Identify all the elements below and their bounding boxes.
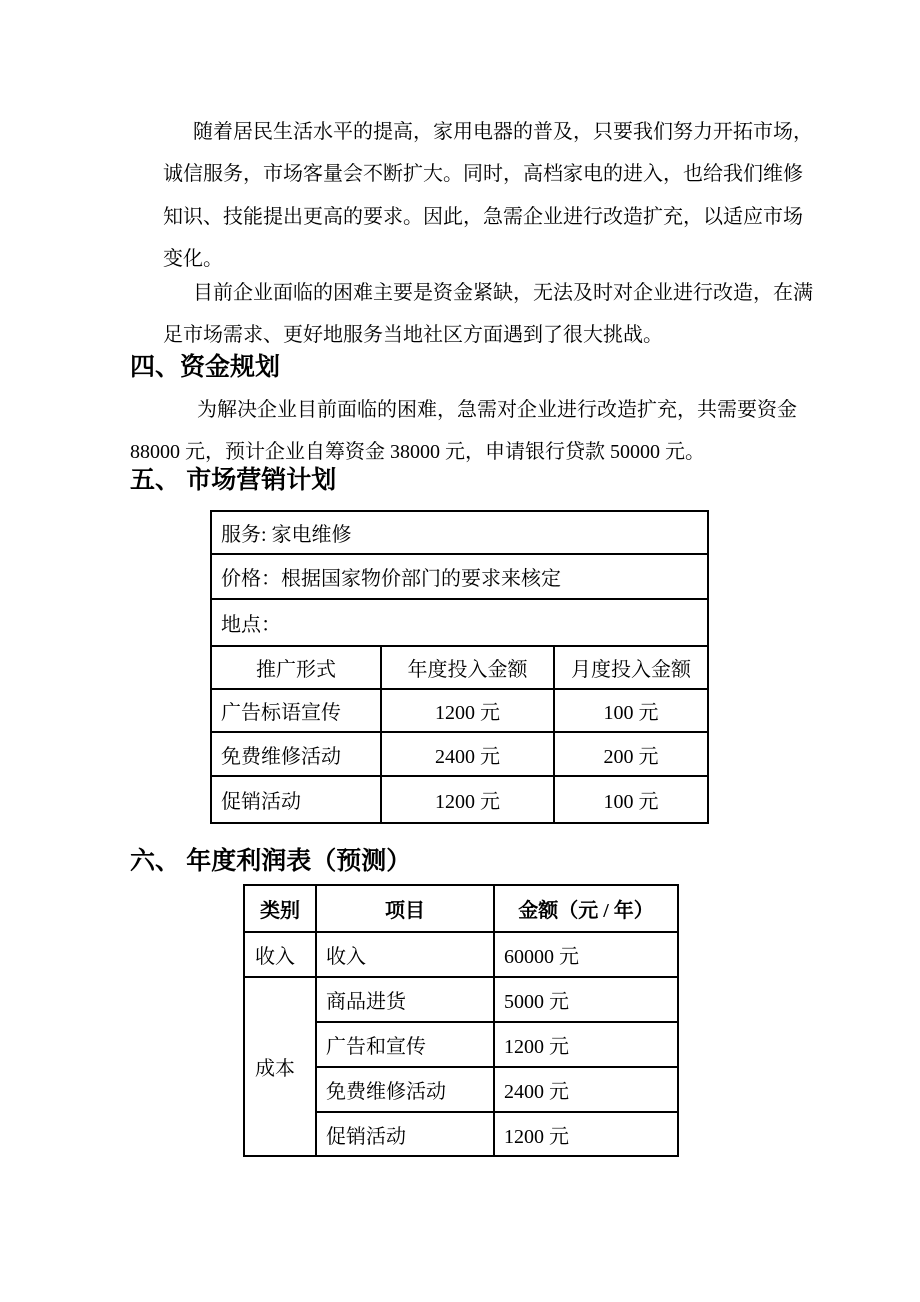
cost-row xyxy=(244,977,678,1022)
paragraph-line: 随着居民生活水平的提高，家用电器的普及，只要我们努力开拓市场， xyxy=(193,121,813,143)
column-header-annual-amount: 年度投入金额 xyxy=(381,646,554,689)
table-row xyxy=(211,689,708,732)
amount-cell: 1200 元 xyxy=(494,1112,678,1156)
amount-cell: 5000 元 xyxy=(494,977,678,1022)
paragraph-line: 变化。 xyxy=(163,248,223,271)
heading-marketing-plan: 五、 市场营销计划 xyxy=(130,466,337,494)
monthly-amount-cell: 200 元 xyxy=(554,732,708,776)
item-cell: 免费维修活动 xyxy=(316,1067,494,1112)
income-row xyxy=(244,932,678,977)
annual-amount-cell: 1200 元 xyxy=(381,689,554,732)
table-row xyxy=(211,732,708,776)
column-header-item: 项目 xyxy=(316,885,494,932)
column-header-promo-form: 推广形式 xyxy=(211,646,381,689)
price-row: 价格：根据国家物价部门的要求来核定 xyxy=(211,554,708,599)
heading-capital-planning: 四、资金规划 xyxy=(130,354,281,382)
amount-cell: 60000 元 xyxy=(494,932,678,977)
monthly-amount-cell: 100 元 xyxy=(554,776,708,823)
paragraph-current-difficulties xyxy=(163,272,813,357)
promo-form-cell: 促销活动 xyxy=(211,776,381,823)
monthly-amount-cell: 100 元 xyxy=(554,689,708,732)
amount-cell: 1200 元 xyxy=(494,1022,678,1067)
profit-forecast-table xyxy=(243,884,679,1157)
paragraph-market-outlook xyxy=(163,111,813,281)
annual-amount-cell: 2400 元 xyxy=(381,732,554,776)
marketing-plan-table xyxy=(210,510,709,824)
table-row xyxy=(211,776,708,823)
table-header-row xyxy=(244,885,678,932)
promo-form-cell: 免费维修活动 xyxy=(211,732,381,776)
paragraph-line: 为解决企业目前面临的困难，急需对企业进行改造扩充，共需要资金 xyxy=(197,398,797,421)
column-header-amount: 金额（元 / 年） xyxy=(494,885,678,932)
amount-cell: 2400 元 xyxy=(494,1067,678,1112)
item-cell: 收入 xyxy=(316,932,494,977)
service-row: 服务: 家电维修 xyxy=(211,511,708,554)
paragraph-line: 目前企业面临的困难主要是资金紧缺，无法及时对企业进行改造，在满 xyxy=(193,281,813,304)
paragraph-line: 足市场需求、更好地服务当地社区方面遇到了很大挑战。 xyxy=(163,324,663,347)
table-header-row xyxy=(211,646,708,689)
item-cell: 广告和宣传 xyxy=(316,1022,494,1067)
paragraph-line: 知识、技能提出更高的要求。因此，急需企业进行改造扩充，以适应市场 xyxy=(163,205,803,228)
category-cell-income: 收入 xyxy=(244,932,316,977)
column-header-monthly-amount: 月度投入金额 xyxy=(554,646,708,689)
location-row: 地点： xyxy=(211,599,708,646)
annual-amount-cell: 1200 元 xyxy=(381,776,554,823)
item-cell: 促销活动 xyxy=(316,1112,494,1156)
paragraph-line: 88000 元，预计企业自筹资金 38000 元，申请银行贷款 50000 元。 xyxy=(130,441,705,464)
column-header-category: 类别 xyxy=(244,885,316,932)
category-cell-cost: 成本 xyxy=(244,977,316,1156)
paragraph-line: 诚信服务，市场客量会不断扩大。同时，高档家电的进入，也给我们维修 xyxy=(163,163,803,186)
item-cell: 商品进货 xyxy=(316,977,494,1022)
promo-form-cell: 广告标语宣传 xyxy=(211,689,381,732)
heading-annual-profit-forecast: 六、 年度利润表（预测） xyxy=(130,848,412,876)
